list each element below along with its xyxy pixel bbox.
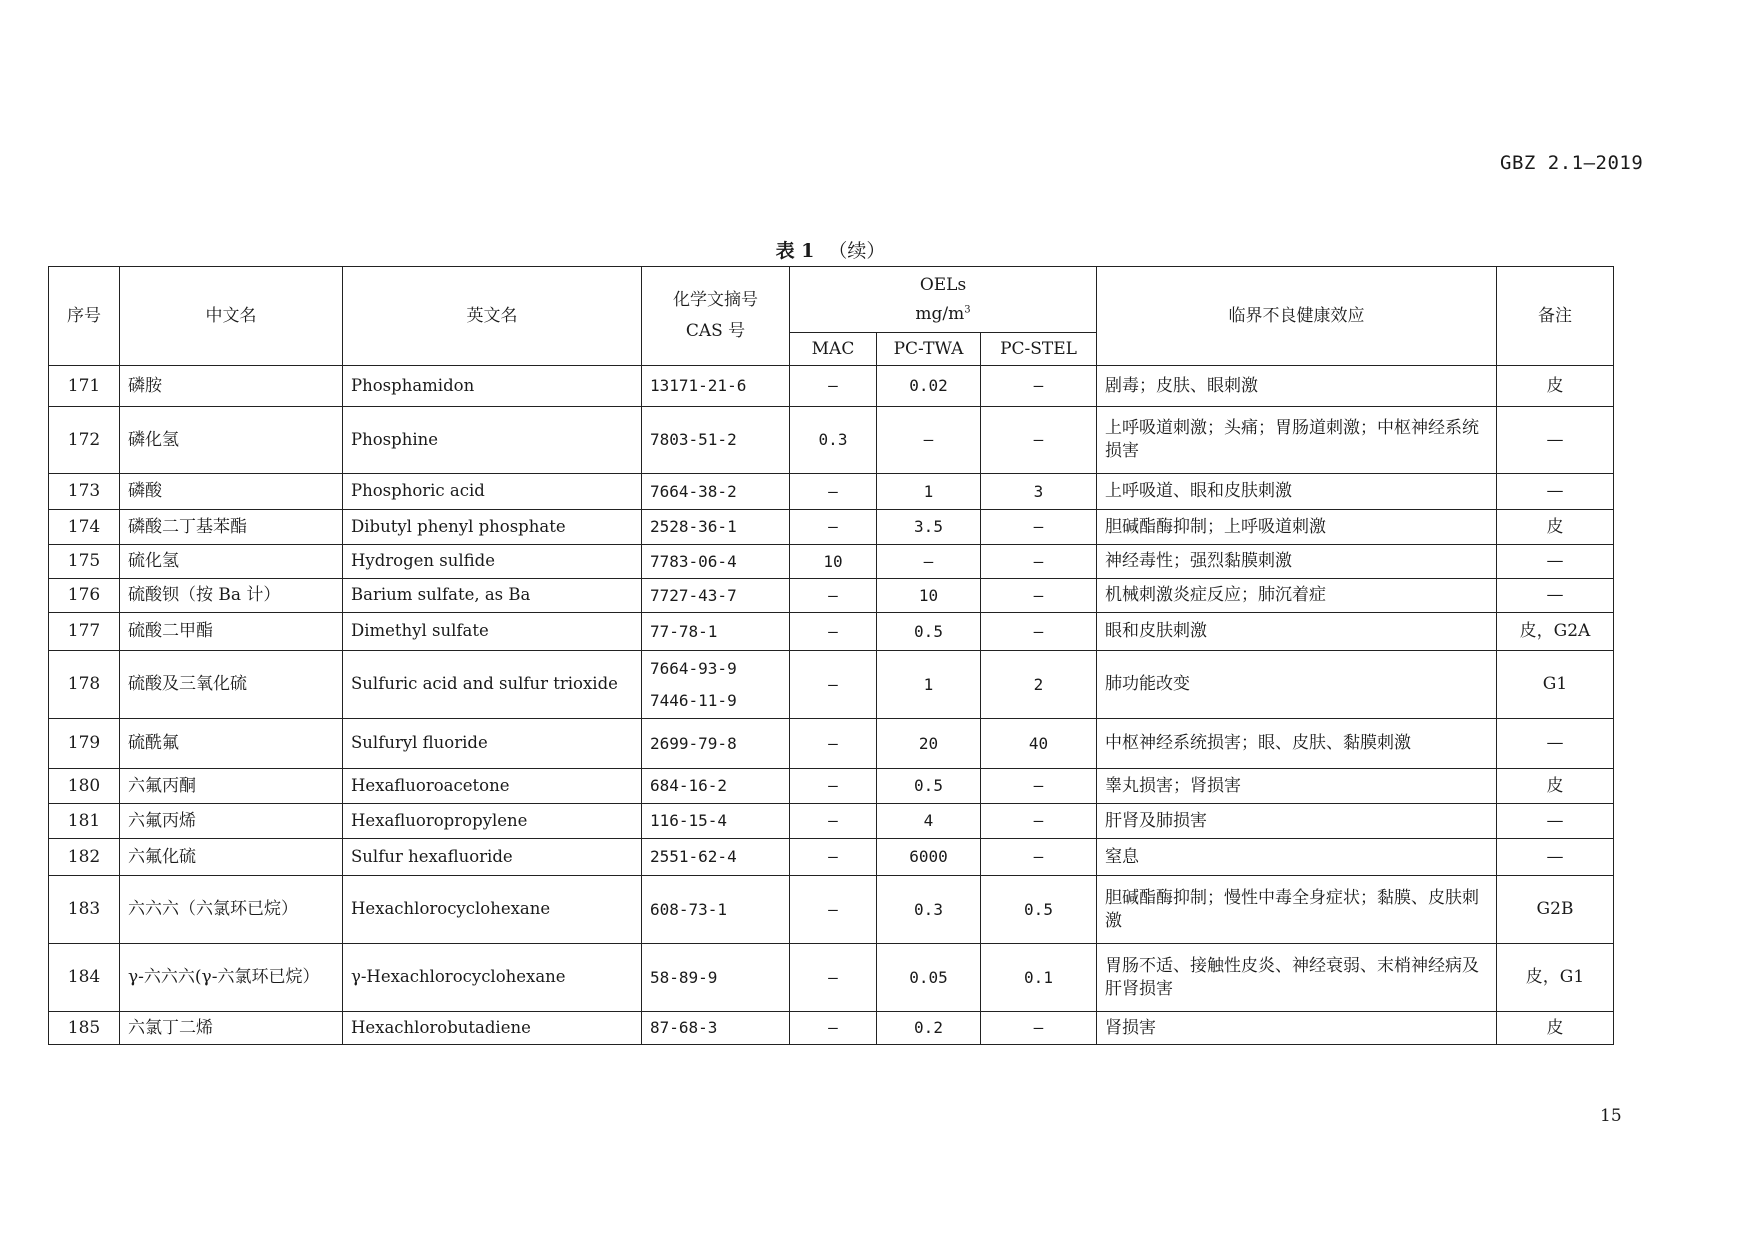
- row-health-effect: 窒息: [1097, 839, 1497, 876]
- row-pc-twa: 0.05: [877, 944, 981, 1012]
- row-chinese-name: 硫酸及三氧化硫: [120, 651, 343, 719]
- row-note: G1: [1497, 651, 1614, 719]
- row-index: 172: [49, 407, 120, 474]
- cas-number: 7783-06-4: [650, 551, 737, 571]
- header-oels: [790, 267, 1097, 333]
- row-pc-twa: 0.2: [877, 1012, 981, 1045]
- row-english-name: Hexafluoroacetone: [343, 769, 642, 804]
- row-index: 183: [49, 876, 120, 944]
- row-pc-twa: 0.3: [877, 876, 981, 944]
- row-health-effect: 上呼吸道刺激；头痛；胃肠道刺激；中枢神经系统损害: [1097, 407, 1497, 474]
- header-cas-line2: CAS 号: [685, 321, 746, 341]
- table-row: [49, 1012, 1614, 1045]
- cas-number: 2699-79-8: [650, 733, 737, 753]
- row-chinese-name: 六六六（六氯环已烷）: [120, 876, 343, 944]
- header-mac: MAC: [790, 333, 877, 366]
- row-index: 174: [49, 510, 120, 545]
- table-row: [49, 769, 1614, 804]
- row-pc-stel: —: [981, 579, 1097, 613]
- row-health-effect: 眼和皮肤刺激: [1097, 613, 1497, 651]
- row-health-effect: 肺功能改变: [1097, 651, 1497, 719]
- row-note: —: [1497, 545, 1614, 579]
- oel-table: [48, 266, 1614, 1045]
- row-pc-stel: —: [981, 769, 1097, 804]
- table-row: [49, 804, 1614, 839]
- row-english-name: Hexachlorobutadiene: [343, 1012, 642, 1045]
- row-index: 171: [49, 366, 120, 407]
- row-health-effect: 睾丸损害；肾损害: [1097, 769, 1497, 804]
- cas-number: 7664-93-9: [650, 659, 737, 679]
- row-english-name: Hexafluoropropylene: [343, 804, 642, 839]
- cas-number: 2528-36-1: [650, 517, 737, 537]
- row-pc-stel: 0.5: [981, 876, 1097, 944]
- header-cas: [642, 267, 790, 366]
- cas-number: 13171-21-6: [650, 376, 747, 396]
- header-oels-unit: $mg/m^3$: [915, 303, 971, 324]
- row-english-name: Dimethyl sulfate: [343, 613, 642, 651]
- page-number: 15: [1600, 1106, 1622, 1126]
- header-health-effect: 临界不良健康效应: [1097, 267, 1497, 366]
- row-chinese-name: 磷酸: [120, 474, 343, 510]
- row-index: 180: [49, 769, 120, 804]
- row-cas-number: [642, 545, 790, 579]
- row-chinese-name: 硫酸二甲酯: [120, 613, 343, 651]
- row-mac: —: [790, 769, 877, 804]
- row-cas-number: [642, 719, 790, 769]
- row-chinese-name: 磷化氢: [120, 407, 343, 474]
- row-index: 181: [49, 804, 120, 839]
- row-mac: —: [790, 944, 877, 1012]
- row-pc-twa: —: [877, 407, 981, 474]
- row-note: —: [1497, 474, 1614, 510]
- row-index: 175: [49, 545, 120, 579]
- row-mac: —: [790, 1012, 877, 1045]
- row-pc-twa: 3.5: [877, 510, 981, 545]
- row-pc-stel: —: [981, 366, 1097, 407]
- row-cas-number: [642, 876, 790, 944]
- row-index: 182: [49, 839, 120, 876]
- row-index: 177: [49, 613, 120, 651]
- row-cas-number: [642, 944, 790, 1012]
- row-mac: —: [790, 876, 877, 944]
- row-chinese-name: 磷胺: [120, 366, 343, 407]
- row-pc-stel: —: [981, 839, 1097, 876]
- table-row: [49, 407, 1614, 474]
- cas-number: 77-78-1: [650, 621, 718, 641]
- row-health-effect: 剧毒；皮肤、眼刺激: [1097, 366, 1497, 407]
- row-cas-number: [642, 579, 790, 613]
- cas-number: 608-73-1: [650, 899, 728, 919]
- header-index: 序号: [49, 267, 120, 366]
- row-pc-twa: 10: [877, 579, 981, 613]
- row-index: 176: [49, 579, 120, 613]
- row-chinese-name: 六氟丙酮: [120, 769, 343, 804]
- row-mac: —: [790, 474, 877, 510]
- row-cas-number: [642, 366, 790, 407]
- row-pc-stel: —: [981, 510, 1097, 545]
- table-row: [49, 719, 1614, 769]
- row-pc-stel: 0.1: [981, 944, 1097, 1012]
- row-health-effect: 胆碱酯酶抑制；上呼吸道刺激: [1097, 510, 1497, 545]
- row-chinese-name: γ-六六六(γ-六氯环已烷）: [120, 944, 343, 1012]
- row-note: 皮，G1: [1497, 944, 1614, 1012]
- row-pc-twa: 0.02: [877, 366, 981, 407]
- row-index: 185: [49, 1012, 120, 1045]
- row-chinese-name: 六氟丙烯: [120, 804, 343, 839]
- row-note: —: [1497, 407, 1614, 474]
- cas-number: 2551-62-4: [650, 847, 737, 867]
- row-english-name: Phosphamidon: [343, 366, 642, 407]
- row-pc-twa: 20: [877, 719, 981, 769]
- row-note: —: [1497, 579, 1614, 613]
- row-chinese-name: 磷酸二丁基苯酯: [120, 510, 343, 545]
- row-english-name: Barium sulfate, as Ba: [343, 579, 642, 613]
- row-pc-twa: 1: [877, 474, 981, 510]
- row-chinese-name: 六氯丁二烯: [120, 1012, 343, 1045]
- row-cas-number: [642, 510, 790, 545]
- row-index: 179: [49, 719, 120, 769]
- header-english-name: 英文名: [343, 267, 642, 366]
- cas-number: 7803-51-2: [650, 430, 737, 450]
- row-health-effect: 肾损害: [1097, 1012, 1497, 1045]
- row-chinese-name: 硫酰氟: [120, 719, 343, 769]
- row-health-effect: 机械刺激炎症反应；肺沉着症: [1097, 579, 1497, 613]
- header-oels-label: OELs: [919, 274, 967, 295]
- row-mac: —: [790, 839, 877, 876]
- cas-number: 7446-11-9: [650, 690, 737, 710]
- row-english-name: Sulfur hexafluoride: [343, 839, 642, 876]
- row-cas-number: [642, 839, 790, 876]
- table-row: [49, 944, 1614, 1012]
- row-mac: —: [790, 651, 877, 719]
- header-row-1: [49, 267, 1614, 333]
- table-row: [49, 545, 1614, 579]
- table-row: [49, 366, 1614, 407]
- row-english-name: Phosphoric acid: [343, 474, 642, 510]
- row-mac: —: [790, 613, 877, 651]
- cas-number: 7727-43-7: [650, 585, 737, 605]
- row-note: G2B: [1497, 876, 1614, 944]
- cas-number: 58-89-9: [650, 967, 718, 987]
- row-health-effect: 上呼吸道、眼和皮肤刺激: [1097, 474, 1497, 510]
- row-index: 173: [49, 474, 120, 510]
- row-note: 皮: [1497, 366, 1614, 407]
- row-cas-number: [642, 474, 790, 510]
- row-english-name: Sulfuric acid and sulfur trioxide: [343, 651, 642, 719]
- header-chinese-name: 中文名: [120, 267, 343, 366]
- row-pc-twa: 6000: [877, 839, 981, 876]
- table-body: [49, 366, 1614, 1045]
- row-health-effect: 中枢神经系统损害；眼、皮肤、黏膜刺激: [1097, 719, 1497, 769]
- row-pc-twa: —: [877, 545, 981, 579]
- row-pc-stel: 40: [981, 719, 1097, 769]
- row-chinese-name: 六氟化硫: [120, 839, 343, 876]
- row-note: —: [1497, 804, 1614, 839]
- row-note: —: [1497, 719, 1614, 769]
- row-health-effect: 胃肠不适、接触性皮炎、神经衰弱、末梢神经病及肝肾损害: [1097, 944, 1497, 1012]
- row-mac: 0.3: [790, 407, 877, 474]
- header-pc-stel: PC-STEL: [981, 333, 1097, 366]
- row-pc-stel: 3: [981, 474, 1097, 510]
- cas-number: 116-15-4: [650, 811, 728, 831]
- table-row: [49, 876, 1614, 944]
- row-english-name: Hexachlorocyclohexane: [343, 876, 642, 944]
- cas-number: 684-16-2: [650, 776, 728, 796]
- table-row: [49, 839, 1614, 876]
- cas-number: 87-68-3: [650, 1018, 718, 1038]
- row-mac: —: [790, 579, 877, 613]
- row-pc-twa: 0.5: [877, 769, 981, 804]
- table-title: 表 1: [775, 240, 815, 262]
- row-note: 皮: [1497, 510, 1614, 545]
- header-pc-twa: PC-TWA: [877, 333, 981, 366]
- header-note: 备注: [1497, 267, 1614, 366]
- standard-code: GBZ 2.1—2019: [1500, 152, 1644, 174]
- row-cas-number: [642, 407, 790, 474]
- row-english-name: Dibutyl phenyl phosphate: [343, 510, 642, 545]
- row-health-effect: 胆碱酯酶抑制；慢性中毒全身症状；黏膜、皮肤刺激: [1097, 876, 1497, 944]
- row-pc-twa: 0.5: [877, 613, 981, 651]
- row-cas-number: [642, 613, 790, 651]
- row-cas-number: [642, 804, 790, 839]
- row-cas-number: [642, 1012, 790, 1045]
- table-caption: [48, 236, 1613, 263]
- row-cas-number: [642, 769, 790, 804]
- row-pc-stel: —: [981, 407, 1097, 474]
- row-mac: —: [790, 510, 877, 545]
- table-row: [49, 474, 1614, 510]
- row-health-effect: 神经毒性；强烈黏膜刺激: [1097, 545, 1497, 579]
- row-english-name: Phosphine: [343, 407, 642, 474]
- row-note: —: [1497, 839, 1614, 876]
- row-note: 皮，G2A: [1497, 613, 1614, 651]
- row-index: 184: [49, 944, 120, 1012]
- row-note: 皮: [1497, 1012, 1614, 1045]
- row-chinese-name: 硫化氢: [120, 545, 343, 579]
- row-english-name: Sulfuryl fluoride: [343, 719, 642, 769]
- row-pc-stel: —: [981, 804, 1097, 839]
- cas-number: 7664-38-2: [650, 481, 737, 501]
- row-mac: —: [790, 719, 877, 769]
- row-cas-number: [642, 651, 790, 719]
- row-pc-stel: —: [981, 545, 1097, 579]
- row-chinese-name: 硫酸钡（按 Ba 计）: [120, 579, 343, 613]
- row-pc-twa: 1: [877, 651, 981, 719]
- row-english-name: Hydrogen sulfide: [343, 545, 642, 579]
- row-pc-stel: —: [981, 613, 1097, 651]
- row-health-effect: 肝肾及肺损害: [1097, 804, 1497, 839]
- row-mac: —: [790, 366, 877, 407]
- row-english-name: γ-Hexachlorocyclohexane: [343, 944, 642, 1012]
- table-row: [49, 651, 1614, 719]
- row-mac: —: [790, 804, 877, 839]
- row-mac: 10: [790, 545, 877, 579]
- row-index: 178: [49, 651, 120, 719]
- header-cas-line1: 化学文摘号: [673, 290, 758, 311]
- row-pc-stel: —: [981, 1012, 1097, 1045]
- table-row: [49, 613, 1614, 651]
- row-pc-twa: 4: [877, 804, 981, 839]
- table-row: [49, 579, 1614, 613]
- row-note: 皮: [1497, 769, 1614, 804]
- table-row: [49, 510, 1614, 545]
- row-pc-stel: 2: [981, 651, 1097, 719]
- table-continued-label: （续）: [828, 240, 886, 262]
